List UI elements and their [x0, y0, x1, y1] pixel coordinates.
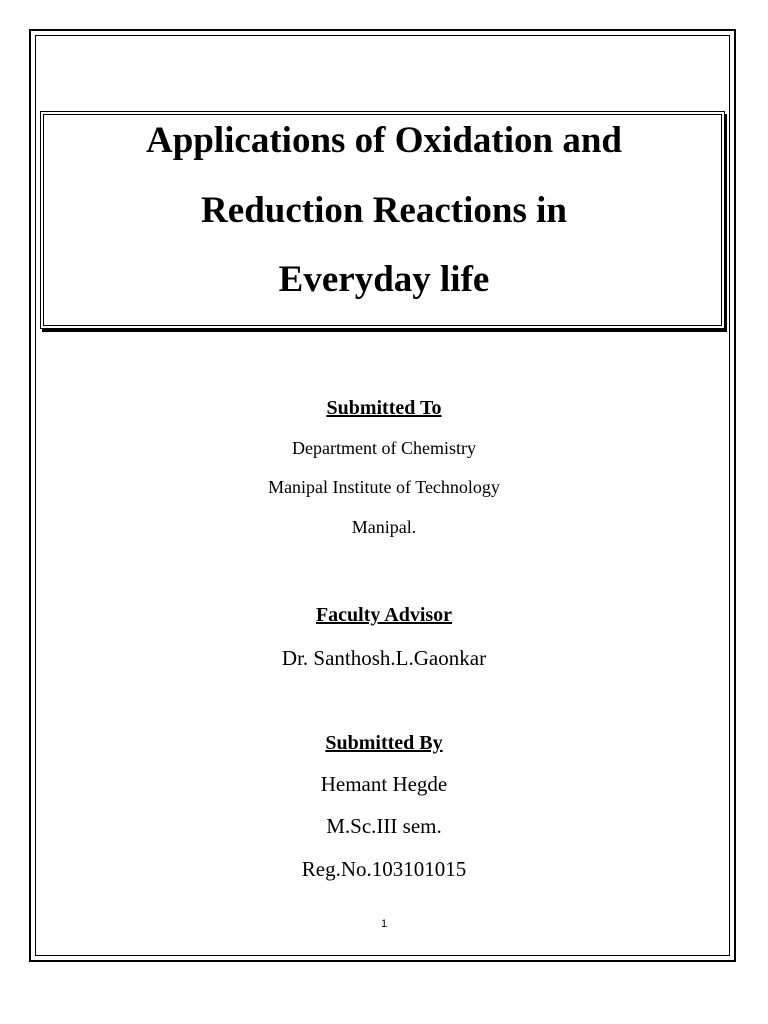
course-text: M.Sc.III sem.	[326, 814, 442, 838]
advisor-name: Dr. Santhosh.L.Gaonkar	[281, 646, 487, 670]
faculty-advisor-heading: Faculty Advisor	[315, 604, 453, 626]
institute-text: Manipal Institute of Technology	[268, 477, 500, 497]
student-name: Hemant Hegde	[320, 772, 448, 796]
page-number: 1	[380, 918, 388, 930]
submitted-to-heading: Submitted To	[326, 397, 442, 419]
title-line-3: Everyday life	[278, 259, 490, 300]
submitted-by-heading: Submitted By	[325, 732, 443, 754]
place-text: Manipal.	[351, 517, 417, 537]
reg-number: Reg.No.103101015	[301, 857, 467, 881]
title-line-2: Reduction Reactions in	[201, 190, 567, 231]
title-line-1: Applications of Oxidation and	[146, 120, 622, 161]
department-text: Department of Chemistry	[292, 438, 476, 458]
